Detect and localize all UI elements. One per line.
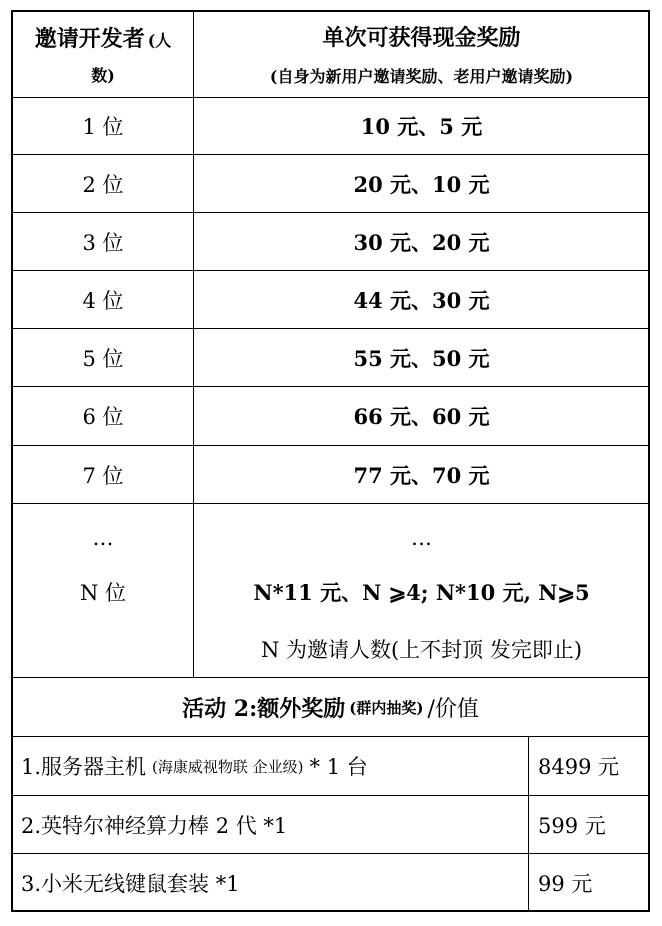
row-reward: 66 元、60 元 — [353, 404, 490, 429]
prize-value: 8499 元 — [538, 755, 620, 779]
activity2-title-main: 活动 2:额外奖励 — [182, 695, 346, 722]
header-invitees — [13, 12, 193, 96]
activity2-title — [13, 678, 648, 736]
prize-name: 3.小米无线键鼠套装 *1 — [21, 871, 240, 896]
row-count: 6 位 — [82, 405, 124, 429]
n-row-ellipsis: … — [92, 526, 114, 550]
prize-detail: (海康威视物联 企业级) — [152, 757, 304, 776]
prize-name: 1.服务器主机 — [21, 755, 147, 779]
row-reward: 44 元、30 元 — [353, 287, 490, 313]
row-count: 3 位 — [82, 230, 124, 255]
row-reward: 55 元、50 元 — [353, 345, 490, 371]
prize-item — [13, 854, 528, 911]
row-divider — [11, 503, 650, 504]
header-reward — [195, 12, 648, 96]
activity2-title-note: (群内抽奖) — [349, 698, 424, 717]
prize-item — [13, 737, 528, 795]
n-row-reward-formula: N*11 元、N ⩾4; N*10 元, N⩾5 — [253, 580, 590, 605]
row-reward: 77 元、70 元 — [353, 462, 490, 488]
header-reward-title: 单次可获得现金奖励 — [322, 25, 521, 51]
column-divider — [193, 10, 194, 678]
n-row-note: N 为邀请人数(上不封顶 发完即止) — [260, 638, 583, 662]
prize-item — [13, 796, 528, 853]
row-count: 1 位 — [82, 115, 124, 139]
prize-name: 2.英特尔神经算力棒 2 代 *1 — [21, 813, 288, 838]
row-count: 5 位 — [82, 346, 124, 371]
prize-value: 599 元 — [538, 813, 606, 838]
header-invitees-paren: (人 — [147, 31, 172, 50]
row-reward: 10 元、5 元 — [360, 114, 483, 139]
header-invitees-label: 邀请开发者 — [34, 26, 145, 52]
n-row-reward-ellipsis: … — [411, 526, 432, 550]
row-count: 2 位 — [82, 172, 124, 197]
row-count: 4 位 — [82, 288, 124, 313]
n-row-count: N 位 — [79, 581, 127, 605]
header-reward-subtitle: (自身为新用户邀请奖励、老用户邀请奖励) — [269, 67, 574, 86]
row-reward: 30 元、20 元 — [353, 229, 490, 255]
header-invitees-unit: 数) — [91, 66, 115, 85]
row-reward: 20 元、10 元 — [353, 171, 490, 197]
activity2-title-value: /价值 — [427, 696, 479, 722]
prize-value: 99 元 — [538, 871, 593, 896]
prize-qty: * 1 台 — [309, 755, 368, 779]
column-divider — [528, 736, 529, 912]
row-count: 7 位 — [82, 463, 124, 488]
